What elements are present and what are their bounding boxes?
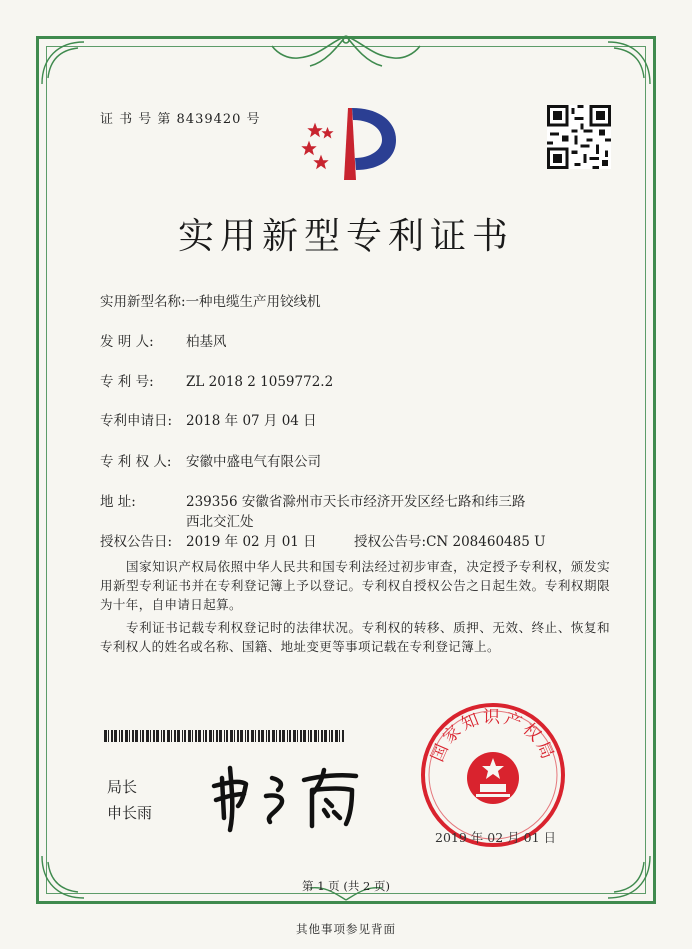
barcode-bar [119,730,120,742]
barcode-bar [111,730,113,742]
barcode-bar [297,730,298,742]
director-title: 局长 [107,778,138,796]
barcode-bar [146,730,149,742]
address-label: 地 址: [100,494,136,510]
barcode-bar [289,730,291,742]
patentee-label: 专 利 权 人: [100,454,172,470]
barcode-bar [195,730,197,742]
qr-code-icon [547,105,611,169]
barcode-bar [308,730,309,742]
barcode-bar [132,730,134,742]
barcode-bar [237,730,239,742]
barcode-bar [245,730,246,742]
barcode-bar [142,730,144,742]
barcode-bar [224,730,225,742]
barcode-bar [266,730,267,742]
barcode-bar [268,730,270,742]
patent-number-value: ZL 2018 2 1059772.2 [186,374,334,390]
barcode-bar [182,730,183,742]
paragraph-legal-status: 专利证书记载专利权登记时的法律状况。专利权的转移、质押、无效、终止、恢复和专利权人的姓名或名称、国籍、地址变更等事项记载在专利登记簿上。 [100,620,610,654]
certificate-title: 实用新型专利证书 [177,216,514,257]
utility-model-name-row [100,290,321,310]
barcode-bar [129,730,130,742]
barcode-bar [108,730,109,742]
barcode-bar [209,730,212,742]
announcement-date-value: 2019 年 02 月 01 日 [186,534,317,550]
barcode-bar [177,730,180,742]
patentee-row [100,450,321,470]
barcode-bar [140,730,141,742]
barcode-bar [331,730,333,742]
barcode-bar [276,730,277,742]
barcode-bar [203,730,204,742]
top-ornament-icon [270,32,422,72]
inventor-row [100,330,227,350]
barcode-bar [329,730,330,742]
barcode-bar [300,730,302,742]
barcode-bar [310,730,312,742]
barcode-bar [318,730,319,742]
barcode-bar [303,730,306,742]
barcode-bar [156,730,159,742]
certificate-number: 证 书 号 第 8439420 号 [100,112,261,127]
seal-date: 2019 年 02 月 01 日 [435,830,556,845]
barcode-bar [247,730,249,742]
utility-model-name-value: 一种电缆生产用铰线机 [185,294,321,310]
barcode-bar [163,730,165,742]
barcode-bar [104,730,107,742]
barcode-bar [272,730,275,742]
barcode-bar [282,730,285,742]
filing-date-label: 专利申请日: [100,413,173,429]
barcode-bar [261,730,264,742]
barcode-bar [279,730,281,742]
barcode-icon [104,730,344,742]
barcode-bar [171,730,172,742]
inventor-label: 发 明 人: [100,334,154,350]
barcode-bar [234,730,235,742]
address-value-line1: 239356 安徽省滁州市天长市经济开发区经七路和纬三路 [186,494,526,510]
barcode-bar [287,730,288,742]
barcode-bar [339,730,340,742]
barcode-bar [251,730,254,742]
barcode-bar [125,730,128,742]
barcode-bar [293,730,296,742]
handwritten-signature-icon [200,760,370,835]
barcode-bar [226,730,228,742]
barcode-bar [161,730,162,742]
barcode-bar [198,730,201,742]
page-number: 第 1 页 (共 2 页) [302,879,390,893]
paragraph-grant: 国家知识产权局依照中华人民共和国专利法经过初步审查，决定授予专利权，颁发实用新型专利证书并在专利登记簿上予以登记。专利权自授权公告之日起生效。专利权期限为十年，自申请日起算。 [100,559,610,612]
barcode-bar [174,730,176,742]
barcode-bar [321,730,323,742]
patent-number-row [100,370,333,390]
announcement-date-row [100,530,317,550]
barcode-bar [324,730,327,742]
patentee-value: 安徽中盛电气有限公司 [186,454,321,470]
barcode-bar [192,730,193,742]
barcode-bar [114,730,117,742]
barcode-bar [167,730,170,742]
barcode-bar [121,730,123,742]
footer-note: 其他事项参见背面 [296,922,396,936]
barcode-bar [150,730,151,742]
address-value-line2: 西北交汇处 [186,514,254,530]
corner-ornament-bottom-right-icon [604,852,654,902]
address-row [100,490,525,510]
utility-model-name-label: 实用新型名称: [100,294,186,310]
barcode-bar [258,730,260,742]
barcode-bar [255,730,256,742]
barcode-bar [216,730,218,742]
corner-ornament-top-right-icon [604,38,654,88]
filing-date-value: 2018 年 07 月 04 日 [186,413,317,429]
barcode-bar [230,730,233,742]
announcement-number-row [354,530,545,550]
inventor-value: 柏基风 [186,334,227,350]
barcode-bar [135,730,138,742]
corner-ornament-top-left-icon [38,38,88,88]
announcement-number-value: CN 208460485 U [426,534,546,550]
seal-text: 国家知识产权局 [427,707,559,765]
corner-ornament-bottom-left-icon [38,852,88,902]
barcode-bar [153,730,155,742]
barcode-bar [219,730,222,742]
barcode-bar [314,730,317,742]
director-name: 申长雨 [107,804,153,822]
barcode-bar [205,730,207,742]
barcode-bar [188,730,191,742]
barcode-bar [240,730,243,742]
barcode-bar [335,730,338,742]
patent-number-label: 专 利 号: [100,374,154,390]
announcement-date-label: 授权公告日: [100,534,173,550]
barcode-bar [342,730,344,742]
cnipa-logo-icon [300,100,400,190]
barcode-bar [184,730,186,742]
announcement-number-label: 授权公告号: [354,534,427,550]
barcode-bar [213,730,214,742]
filing-date-row [100,409,317,429]
